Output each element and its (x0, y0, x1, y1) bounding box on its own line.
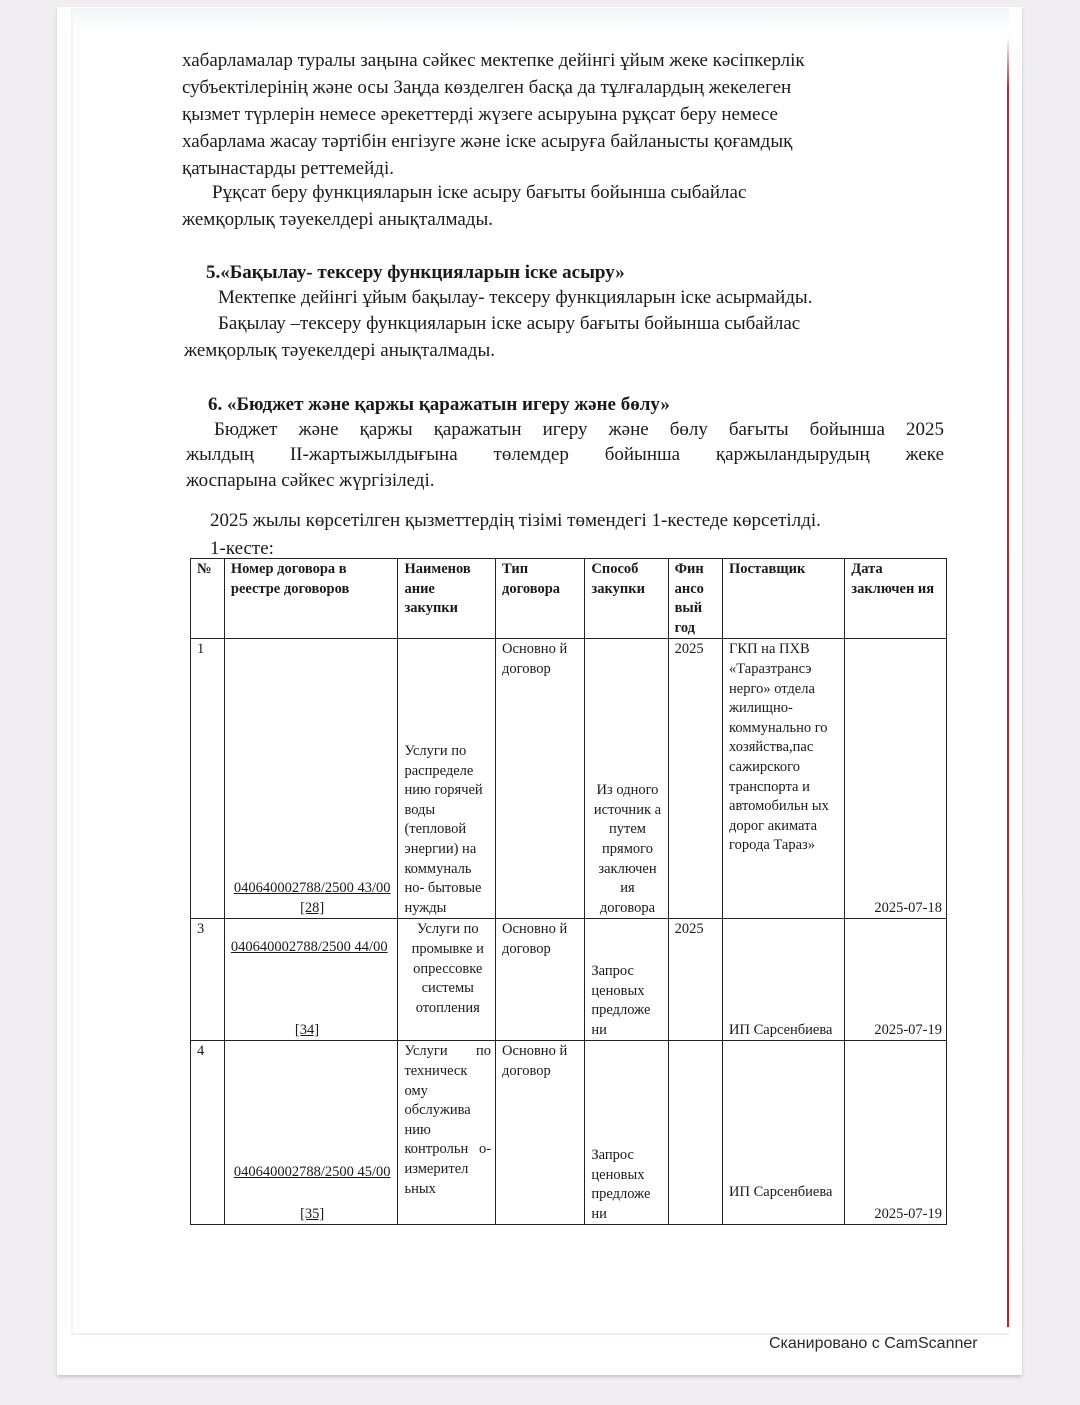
camscanner-watermark: Сканировано с CamScanner (769, 1335, 978, 1352)
header-no: № (191, 559, 225, 639)
section6-line-1: Бюджет және қаржы қаражатын игеру және бөлу бағыты бойынша 2025 (214, 419, 944, 440)
header-purchase-name: Наименов ание закупки (398, 559, 496, 639)
margin-red-line (1007, 37, 1009, 1327)
contract-number-link[interactable]: 040640002788/2500 44/00 (230, 939, 388, 956)
cell-date: 2025-07-19 (845, 919, 947, 1041)
cell-financial-year (668, 1041, 722, 1225)
header-supplier: Поставщик (723, 559, 845, 639)
contract-ref: [34] (294, 1021, 320, 1038)
intro-line-4: хабарлама жасау тәртібін енгізуге және іске асыруға байланысты қоғамдық (182, 131, 793, 152)
contract-number-link[interactable]: 040640002788/2500 45/00 (233, 1164, 391, 1181)
intro-line-1: хабарламалар туралы заңына сәйкес мектепке дейінгі ұйым жеке кәсіпкерлік (182, 50, 805, 71)
contract-ref: [35] (300, 1205, 325, 1222)
intro-line-3: қызмет түрлерін немесе әрекеттерді жүзеге асыруына рұқсат беру немесе (182, 104, 778, 125)
cell-no: 1 (191, 639, 225, 919)
header-purchase-method: Способ закупки (585, 559, 668, 639)
section5-heading: 5.«Бақылау- тексеру функцияларын іске асыру» (206, 262, 625, 283)
cell-contract-type: Основно й договор (496, 919, 585, 1041)
intro-line-5: қатынастарды реттемейді. (182, 158, 394, 179)
permit-line-2: жемқорлық тәуекелдері анықталмады. (182, 209, 493, 230)
intro-line-2: субъектілерінің және осы Заңда көзделген басқа да тұлғалардың жекелеген (182, 77, 792, 98)
header-contract-type: Тип договора (496, 559, 585, 639)
cell-financial-year: 2025 (668, 919, 722, 1041)
header-date: Дата заключен ия (845, 559, 947, 639)
cell-supplier: ИП Сарсенбиева (723, 919, 845, 1041)
table-caption: 1-кесте: (210, 538, 274, 559)
table-intro: 2025 жылы көрсетілген қызметтердің тізімі төмендегі 1-кестеде көрсетілді. (210, 510, 821, 531)
table-row (191, 1041, 947, 1225)
cell-contract-number (224, 1041, 398, 1225)
cell-supplier: ИП Сарсенбиева (723, 1041, 845, 1225)
cell-supplier: ГКП на ПХВ «Таразтрансэ нерго» отдела жилищно- коммунально го хозяйства,пас сажирского транспорта и автомобильн ых дорог акимата города Тараз» (723, 639, 845, 919)
contract-number-link[interactable]: 040640002788/2500 43/00 (233, 880, 391, 897)
cell-purchase-method: Запрос ценовых предложе ни (585, 1041, 668, 1225)
cell-no: 4 (191, 1041, 225, 1225)
cell-financial-year: 2025 (668, 639, 722, 919)
cell-contract-number (224, 639, 398, 919)
cell-date: 2025-07-18 (845, 639, 947, 919)
cell-purchase-name: Услуги по техническ ому обслужива нию контрольн о- измерител ьных (398, 1041, 496, 1225)
table-header-row (191, 559, 947, 639)
contracts-table (190, 558, 947, 1225)
section6-heading: 6. «Бюджет және қаржы қаражатын игеру және бөлу» (208, 394, 670, 415)
section5-line-1: Мектепке дейінгі ұйым бақылау- тексеру функцияларын іске асырмайды. (218, 287, 813, 308)
section6-line-2: жылдың ІІ-жартыжылдығына төлемдер бойынша қаржыландырудың жеке (186, 444, 944, 465)
table-row (191, 639, 947, 919)
cell-purchase-method: Из одного источник а путем прямого заключен ия договора (585, 639, 668, 919)
cell-purchase-method: Запрос ценовых предложе ни (585, 919, 668, 1041)
section5-line-3: жемқорлық тәуекелдері анықталмады. (184, 340, 495, 361)
cell-purchase-name: Услуги по промывке и опрессовке системы отопления (398, 919, 496, 1041)
header-financial-year: Фин ансо вый год (668, 559, 722, 639)
section6-line-3: жоспарына сәйкес жүргізіледі. (186, 470, 435, 491)
header-contract-number: Номер договора в реестре договоров (224, 559, 398, 639)
contract-ref: [28] (300, 899, 325, 916)
section5-line-2: Бақылау –тексеру функцияларын іске асыру бағыты бойынша сыбайлас (218, 313, 801, 334)
cell-contract-type: Основно й договор (496, 1041, 585, 1225)
cell-contract-number (224, 919, 398, 1041)
cell-purchase-name: Услуги по распределе нию горячей воды (тепловой энергии) на коммуналь но- бытовые нужды (398, 639, 496, 919)
cell-no: 3 (191, 919, 225, 1041)
cell-date: 2025-07-19 (845, 1041, 947, 1225)
table-row (191, 919, 947, 1041)
cell-contract-type: Основно й договор (496, 639, 585, 919)
permit-line-1: Рұқсат беру функцияларын іске асыру бағыты бойынша сыбайлас (212, 182, 747, 203)
